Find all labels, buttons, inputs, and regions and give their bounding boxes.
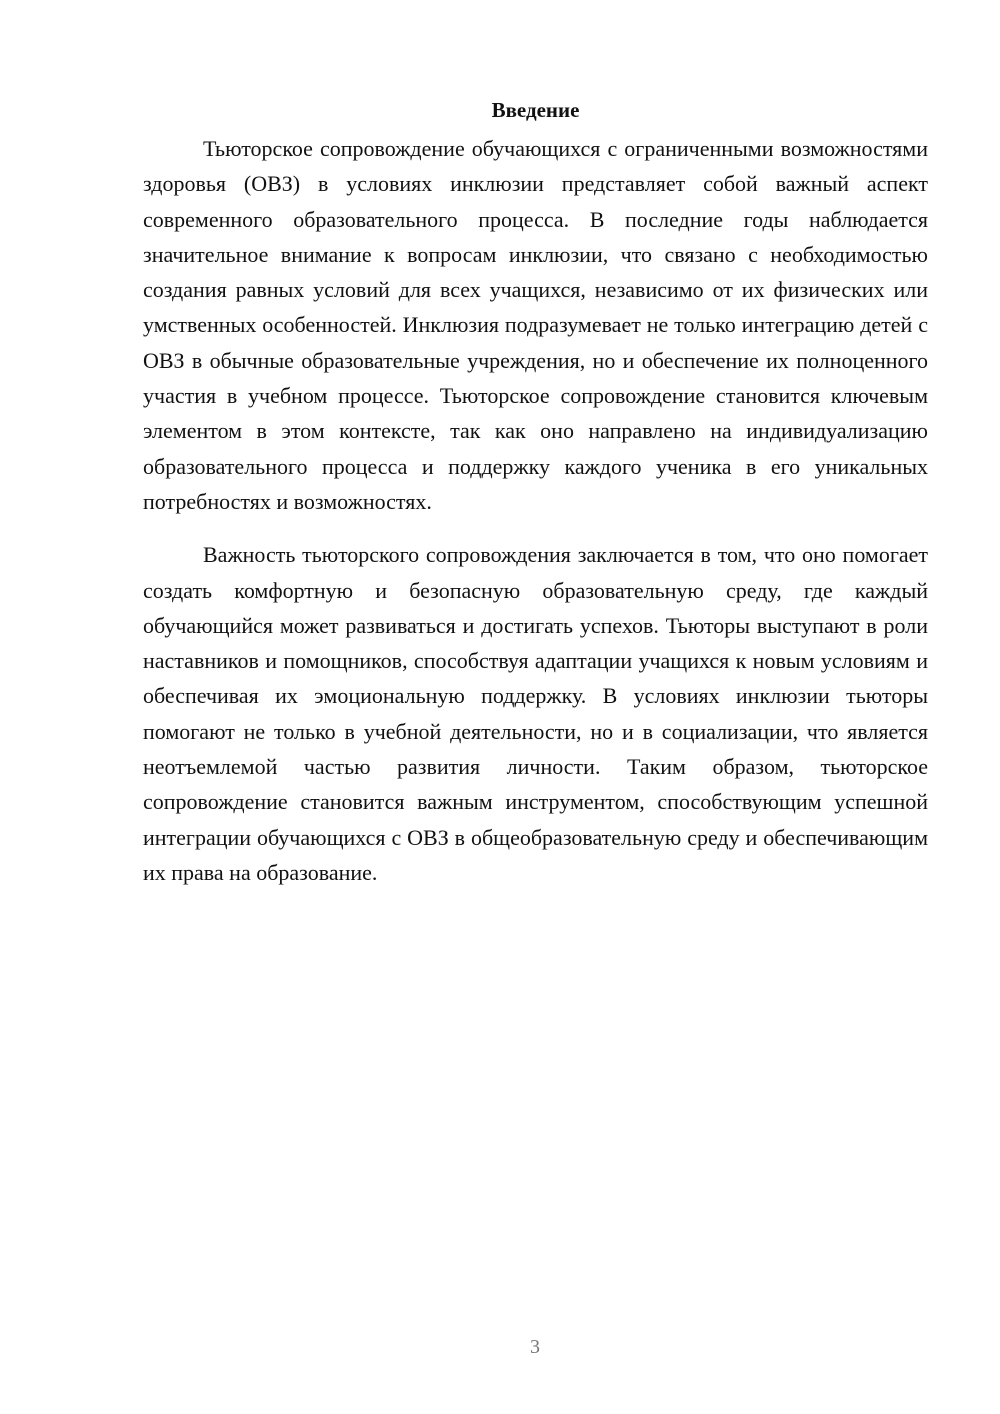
paragraph-1: Тьюторское сопровождение обучающихся с ограниченными возможностями здоровья (ОВЗ) в условиях инклюзии представляет собой важный аспект современного образовательного процесса. В последние годы наблюдается значительное внимание к вопросам инклюзии, что связано с необходимостью создания равных условий для всех учащихся, независимо от их физических или умственных особенностей. Инклюзия подразумевает не только интеграцию детей с ОВЗ в обычные образовательные учреждения, но и обеспечение их полноценного участия в учебном процессе. Тьюторское сопровождение становится ключевым элементом в этом контексте, так как оно направлено на индивидуализацию образовательного процесса и поддержку каждого ученика в его уникальных потребностях и возможностях.	[143, 136, 928, 514]
page-content	[143, 94, 928, 890]
section-heading: Введение	[491, 98, 580, 122]
page-number: 3	[530, 1336, 540, 1358]
paragraph-2: Важность тьюторского сопровождения заключается в том, что оно помогает создать комфортную и безопасную образовательную среду, где каждый обучающийся может развиваться и достигать успехов. Тьюторы выступают в роли наставников и помощников, способствуя адаптации учащихся к новым условиям и обеспечивая их эмоциональную поддержку. В условиях инклюзии тьюторы помогают не только в учебной деятельности, но и в социализации, что является неотъемлемой частью развития личности. Таким образом, тьюторское сопровождение становится важным инструментом, способствующим успешной интеграции обучающихся с ОВЗ в общеобразовательную среду и обеспечивающим их права на образование.	[143, 542, 928, 885]
